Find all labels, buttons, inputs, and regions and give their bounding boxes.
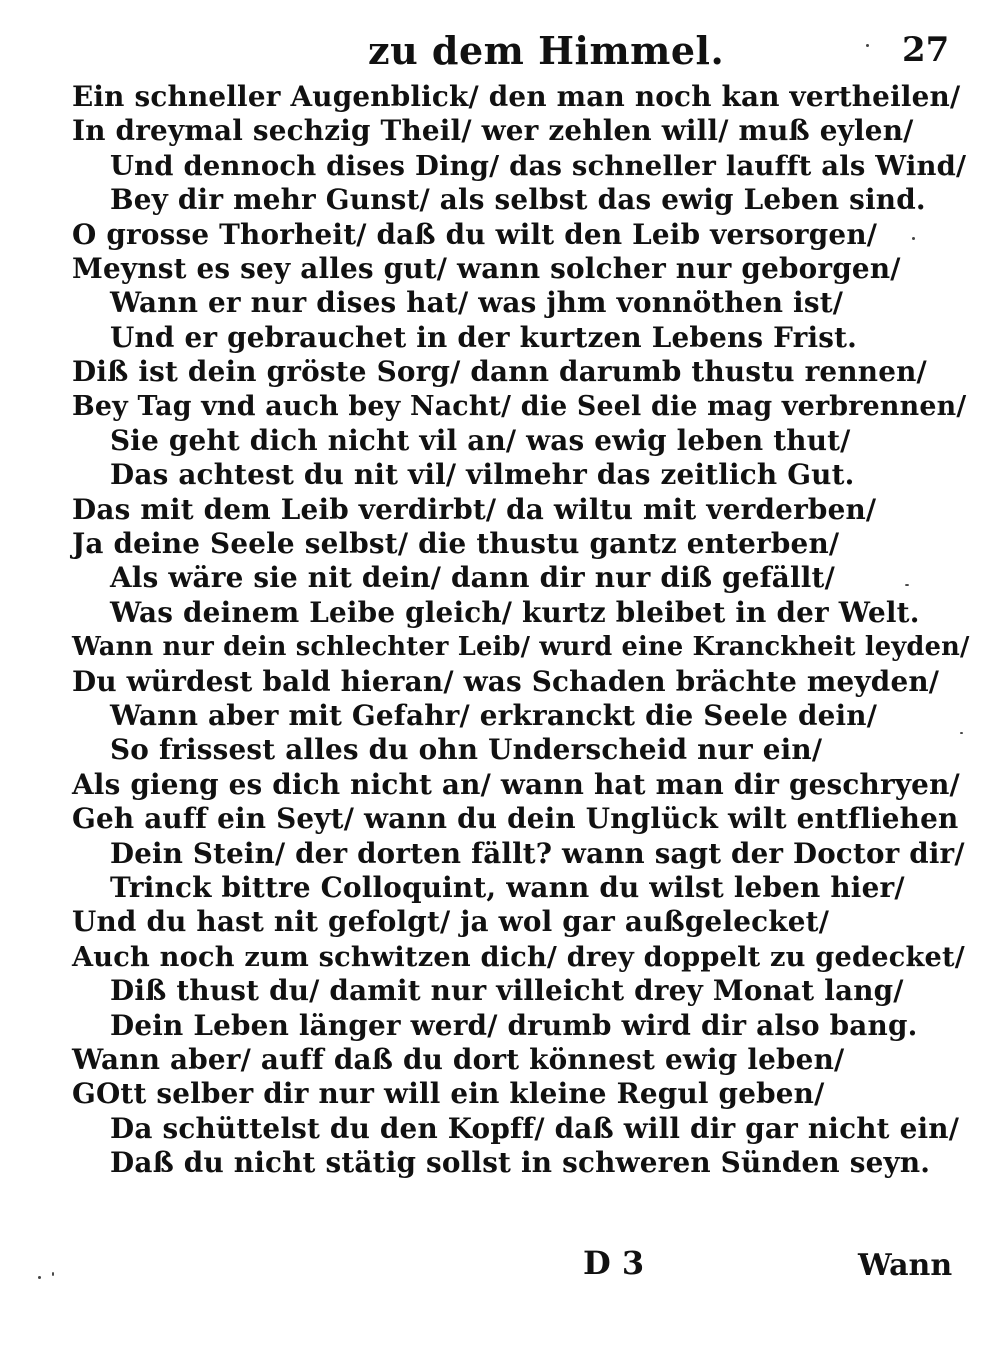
verse-line: Du würdest bald hieran/ was Schaden brächte meyden/ xyxy=(72,664,940,698)
verse-line: Und dennoch dises Ding/ das schneller laufft als Wind/ xyxy=(110,149,967,182)
verse-line: Bey dir mehr Gunst/ als selbst das ewig Leben sind. xyxy=(110,183,926,217)
verse-line: Wann aber/ auff daß du dort könnest ewig leben/ xyxy=(72,1042,845,1076)
verse-line: Meynst es sey alles gut/ wann solcher nur geborgen/ xyxy=(72,251,901,285)
verse-line: Dein Leben länger werd/ drumb wird dir also bang. xyxy=(110,1008,918,1042)
verse-line: Als wäre sie nit dein/ dann dir nur diß gefällt/ xyxy=(110,561,835,595)
print-speck xyxy=(905,584,909,586)
verse-line: Das achtest du nit vil/ vilmehr das zeitlich Gut. xyxy=(110,458,855,492)
page-footer xyxy=(0,1244,1000,1294)
print-speck xyxy=(912,237,915,240)
verse-line: Und du hast nit gefolgt/ ja wol gar außgelecket/ xyxy=(72,905,830,939)
verse-line: Und er gebrauchet in der kurtzen Lebens Frist. xyxy=(110,320,858,354)
verse-line: Diß thust du/ damit nur villeicht drey Monat lang/ xyxy=(110,974,904,1008)
print-speck xyxy=(52,1272,54,1276)
verse-line: Wann er nur dises hat/ was jhm vonnöthen ist/ xyxy=(110,286,844,320)
verse-line: Daß du nicht stätig sollst in schweren Sünden seyn. xyxy=(110,1146,931,1180)
verse-line: Trinck bittre Colloquint, wann du wilst leben hier/ xyxy=(110,870,905,904)
verse-line: Als gieng es dich nicht an/ wann hat man dir geschryen/ xyxy=(72,767,960,801)
verse-line: Ja deine Seele selbst/ die thustu gantz enterben/ xyxy=(72,527,840,561)
verse-line: GOtt selber dir nur will ein kleine Regul geben/ xyxy=(72,1077,825,1111)
verse-line: Diß ist dein gröste Sorg/ dann darumb thustu rennen/ xyxy=(72,355,927,389)
running-title: zu dem Himmel. xyxy=(368,28,725,73)
print-speck xyxy=(866,44,869,47)
print-speck xyxy=(38,1276,41,1279)
page-header xyxy=(0,28,1000,78)
verse-line: Ein schneller Augenblick/ den man noch kan vertheilen/ xyxy=(72,80,961,113)
verse-line: Da schüttelst du den Kopff/ daß will dir gar nicht ein/ xyxy=(110,1111,960,1145)
print-speck xyxy=(960,732,963,734)
verse-line: So frissest alles du ohn Underscheid nur ein/ xyxy=(110,733,823,767)
catchword: Wann xyxy=(858,1248,953,1283)
verse-line: Wann nur dein schlechter Leib/ wurd eine Kranckheit leyden/ xyxy=(72,632,970,663)
verse-line: Sie geht dich nicht vil an/ was ewig leben thut/ xyxy=(110,423,851,457)
verse-line: Was deinem Leibe gleich/ kurtz bleibet in der Welt. xyxy=(110,595,920,629)
poem-text xyxy=(0,80,1000,1181)
verse-line: Bey Tag vnd auch bey Nacht/ die Seel die mag verbrennen/ xyxy=(72,390,967,422)
verse-line: Auch noch zum schwitzen dich/ drey doppelt zu gedecket/ xyxy=(72,940,965,973)
verse-line: Dein Stein/ der dorten fällt? wann sagt der Doctor dir/ xyxy=(110,836,965,870)
verse-line: O grosse Thorheit/ daß du wilt den Leib versorgen/ xyxy=(72,217,878,251)
verse-line: Wann aber mit Gefahr/ erkranckt die Seele dein/ xyxy=(110,699,878,733)
verse-line: Geh auff ein Seyt/ wann du dein Unglück wilt entfliehen xyxy=(72,802,959,836)
signature-mark: D 3 xyxy=(583,1244,645,1282)
verse-line: Das mit dem Leib verdirbt/ da wiltu mit verderben/ xyxy=(72,492,877,526)
verse-line: In dreymal sechzig Theil/ wer zehlen will/ muß eylen/ xyxy=(72,114,914,148)
page-number: 27 xyxy=(902,30,950,70)
